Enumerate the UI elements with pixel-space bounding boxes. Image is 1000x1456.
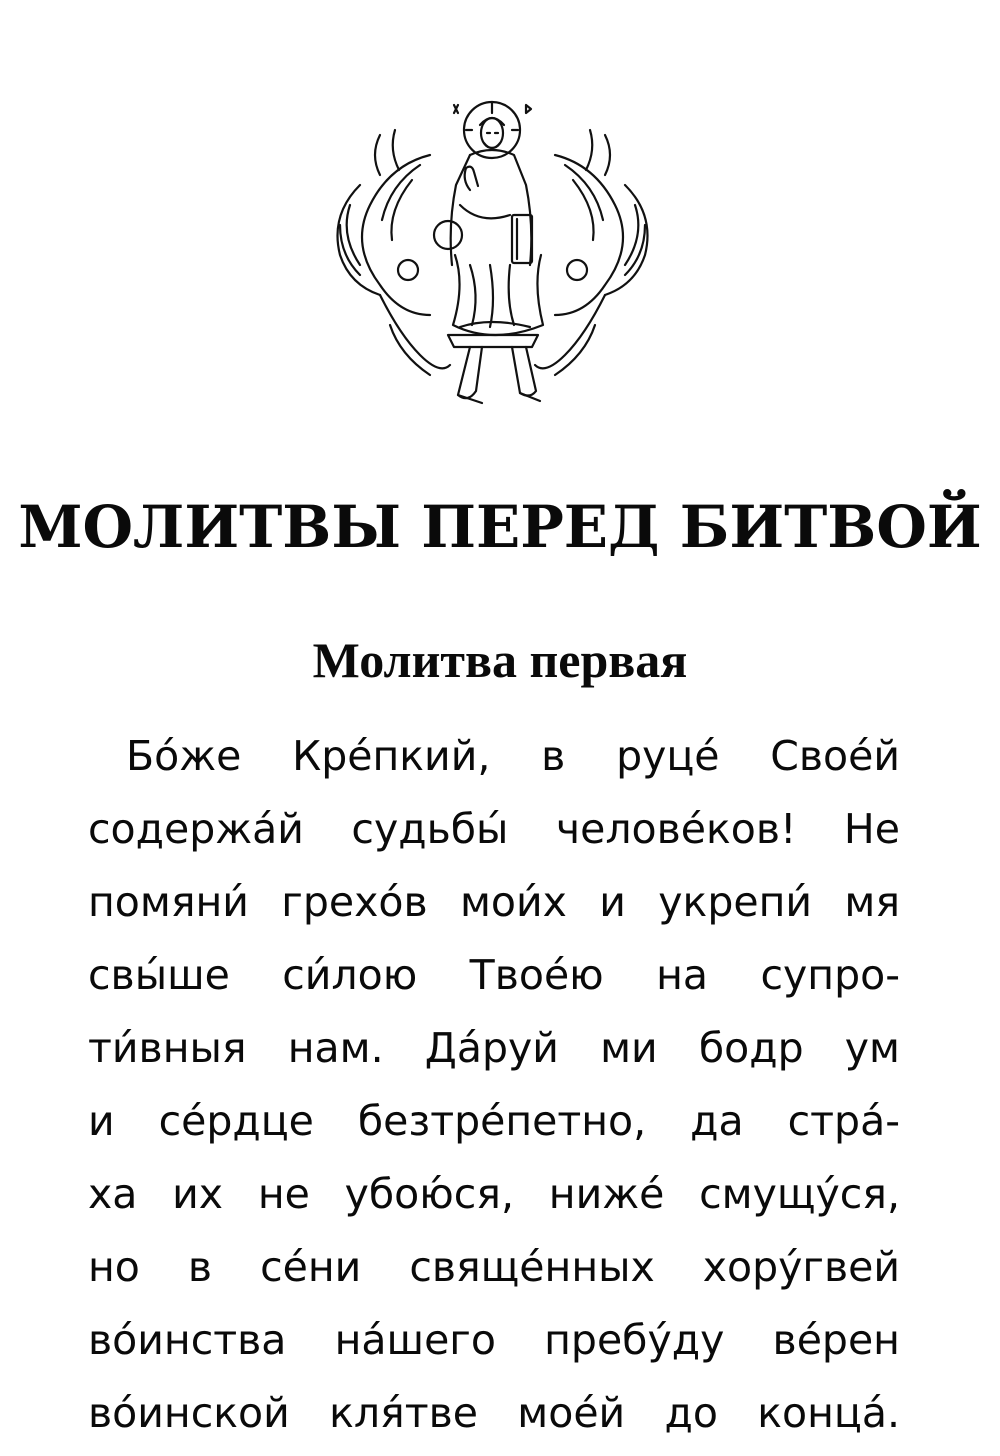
prayer-subtitle: Молитва первая bbox=[312, 632, 688, 688]
prayer-line: ха их не убою́ся, нижé смущу́ся, bbox=[88, 1170, 900, 1218]
prayer-text bbox=[88, 720, 900, 1450]
prayer-line: ти́вныя нам. Дáруй ми бодр ум bbox=[88, 1024, 900, 1072]
prayer-line: но в сéни свящéнных хору́гвей bbox=[88, 1243, 900, 1291]
christ-enthroned-with-cherubim-icon bbox=[320, 95, 665, 420]
prayer-line: содержáй судьбы́ человéков! Не bbox=[88, 805, 900, 853]
page-title: МОЛИТВЫ ПЕРЕД БИТВОЙ bbox=[18, 493, 982, 561]
prayer-line: Бóже Крéпкий, в руцé Своéй bbox=[126, 732, 900, 780]
prayer-line: вóинской кля́тве моéй до концá. bbox=[88, 1389, 900, 1437]
prayer-line: и сéрдце безтрéпетно, да стрá- bbox=[88, 1097, 900, 1145]
prayer-line: свы́ше си́лою Твоéю на супро- bbox=[88, 951, 900, 999]
prayer-line: помяни́ грехóв мои́х и укрепи́ мя bbox=[88, 878, 900, 926]
prayer-line: вóинства нáшего пребу́ду вéрен bbox=[88, 1316, 900, 1364]
